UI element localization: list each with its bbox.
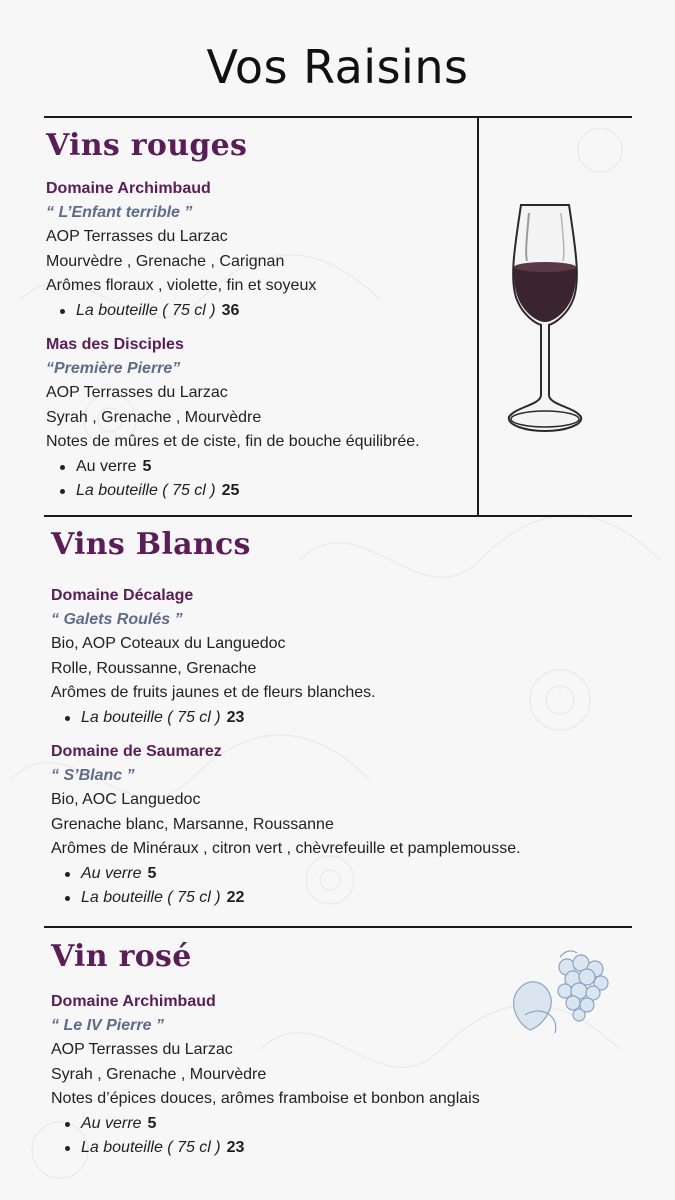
producer-name: Domaine de Saumarez <box>51 743 222 760</box>
wine-entry <box>46 177 471 323</box>
price-label: La bouteille ( 75 cl ) <box>81 889 221 906</box>
price-label: La bouteille ( 75 cl ) <box>76 301 216 319</box>
divider-top <box>44 116 632 118</box>
appellation: AOP Terrasses du Larzac <box>51 1041 233 1058</box>
wine-entry <box>51 740 651 911</box>
appellation: Bio, AOC Languedoc <box>51 791 201 808</box>
tasting-notes: Arômes de fruits jaunes et de fleurs blanches. <box>51 684 376 701</box>
grape-varieties: Mourvèdre , Grenache , Carignan <box>46 252 285 270</box>
price-item <box>81 1112 651 1137</box>
cuvee-name: “ Le IV Pierre ” <box>51 1017 164 1034</box>
grape-varieties: Grenache blanc, Marsanne, Roussanne <box>51 815 334 833</box>
price-list <box>51 862 651 911</box>
price-list <box>51 1112 651 1161</box>
appellation: AOP Terrasses du Larzac <box>46 228 228 245</box>
wine-entry <box>51 584 651 730</box>
tasting-notes: Arômes de Minéraux , citron vert , chèvrefeuille et pamplemousse. <box>51 840 521 857</box>
price-value: 25 <box>221 482 240 499</box>
cuvee-name: “Première Pierre” <box>46 360 181 377</box>
price-item <box>81 886 651 911</box>
price-value: 5 <box>147 864 157 882</box>
divider-bottom <box>44 926 632 928</box>
producer-name: Mas des Disciples <box>46 336 184 353</box>
divider-vertical <box>477 116 479 517</box>
wine-glass-icon <box>505 195 585 440</box>
grape-varieties: Syrah , Grenache , Mourvèdre <box>46 408 262 426</box>
price-value: 5 <box>142 457 152 475</box>
producer-name: Domaine Décalage <box>51 587 194 604</box>
price-value: 23 <box>226 708 245 726</box>
tasting-notes: Notes de mûres et de ciste, fin de bouche équilibrée. <box>46 433 420 450</box>
tasting-notes: Arômes floraux , violette, fin et soyeux <box>46 277 317 294</box>
appellation: AOP Terrasses du Larzac <box>46 384 228 401</box>
price-list <box>46 299 471 324</box>
price-item <box>76 455 471 480</box>
cuvee-name: “ L’Enfant terrible ” <box>46 204 193 221</box>
price-item <box>76 299 471 324</box>
section-vins-rouges <box>46 128 471 514</box>
grape-varieties: Syrah , Grenache , Mourvèdre <box>51 1065 267 1083</box>
section-title: Vins rouges <box>46 128 248 163</box>
price-value: 36 <box>221 301 240 319</box>
price-list <box>46 455 471 504</box>
section-vins-blancs <box>51 527 651 921</box>
cuvee-name: “ Galets Roulés ” <box>51 611 183 628</box>
section-title: Vin rosé <box>51 939 192 974</box>
tasting-notes: Notes d’épices douces, arômes framboise et bonbon anglais <box>51 1090 480 1107</box>
producer-name: Domaine Archimbaud <box>46 180 211 197</box>
page-title: Vos Raisins <box>206 40 469 94</box>
grape-varieties: Rolle, Roussanne, Grenache <box>51 659 257 677</box>
price-item <box>81 862 651 887</box>
price-label: La bouteille ( 75 cl ) <box>76 482 216 499</box>
wine-entry <box>46 333 471 504</box>
price-label: Au verre <box>81 864 142 882</box>
price-item <box>81 1136 651 1161</box>
price-value: 22 <box>226 889 245 906</box>
price-item <box>81 706 651 731</box>
producer-name: Domaine Archimbaud <box>51 993 216 1010</box>
appellation: Bio, AOP Coteaux du Languedoc <box>51 635 286 652</box>
price-label: Au verre <box>81 1114 142 1132</box>
price-list <box>51 706 651 731</box>
divider-middle <box>44 515 632 517</box>
price-value: 5 <box>147 1114 157 1132</box>
section-title: Vins Blancs <box>51 527 251 562</box>
price-value: 23 <box>226 1139 245 1156</box>
grapes-icon <box>505 945 615 1040</box>
cuvee-name: “ S’Blanc ” <box>51 767 135 784</box>
price-label: Au verre <box>76 457 137 475</box>
price-label: La bouteille ( 75 cl ) <box>81 1139 221 1156</box>
price-label: La bouteille ( 75 cl ) <box>81 708 221 726</box>
price-item <box>76 479 471 504</box>
